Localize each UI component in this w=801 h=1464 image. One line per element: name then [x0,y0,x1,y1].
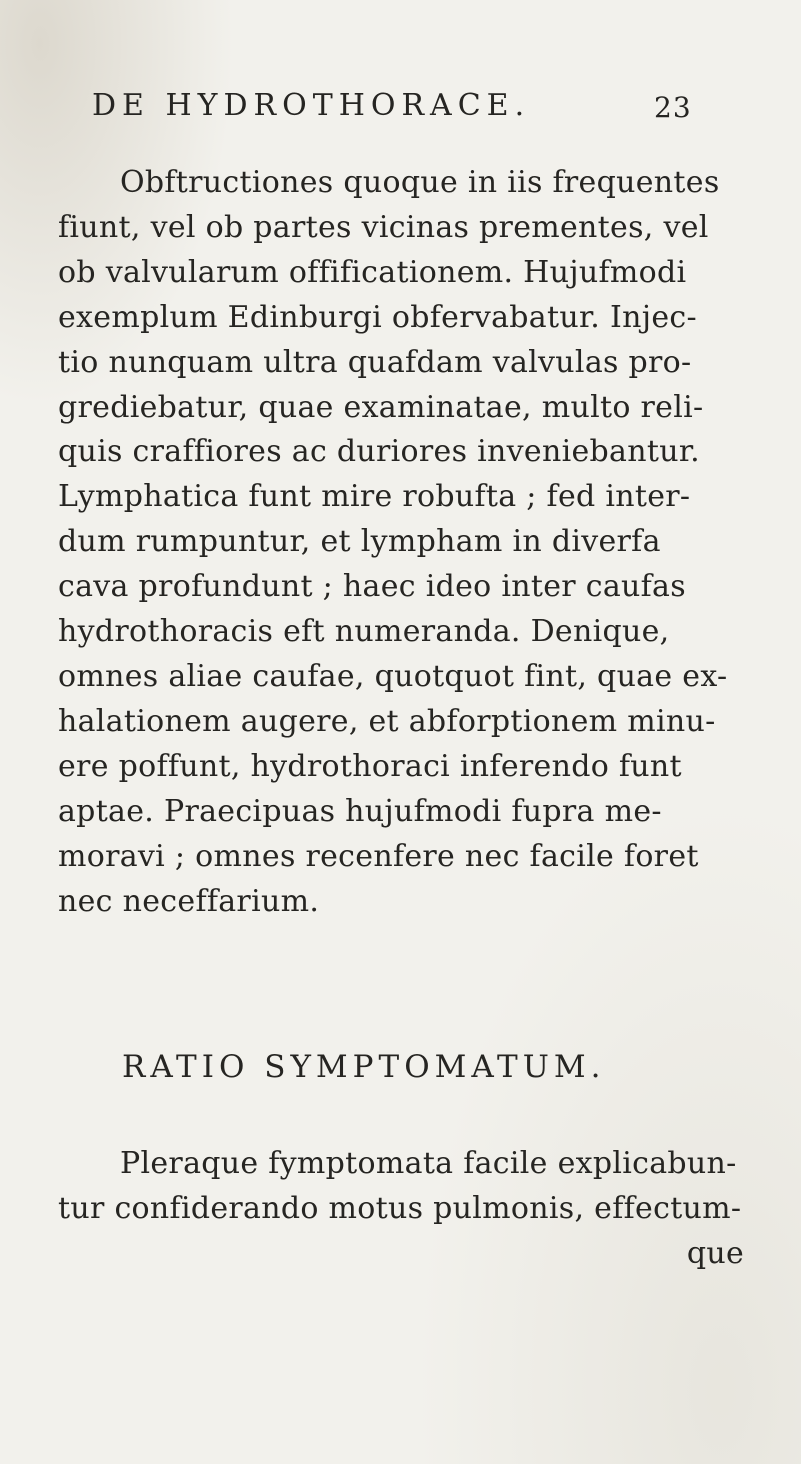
text-line: fiunt, vel ob partes vicinas prementes, vel [58,209,709,245]
catchword: que [686,1235,744,1271]
running-head [92,86,712,126]
text-line: moravi ; omnes recenfere nec facile foret [58,838,699,874]
page-number: 23 [654,91,692,124]
text-line: dum rumpuntur, et lympham in diverfa [58,524,661,560]
text-line: nec neceffarium. [58,883,320,919]
text-line: aptae. Praecipuas hujufmodi fupra me- [58,793,662,829]
section-heading: RATIO SYMPTOMATUM. [122,1049,606,1085]
text-line: tur confiderando motus pulmonis, effectum- [58,1190,742,1226]
text-line: tio nunquam ultra quafdam valvulas pro- [58,344,692,380]
paragraph-symptoms [58,1142,748,1277]
text-line: ere poffunt, hydrothoraci inferendo funt [58,748,682,784]
text-line: exemplum Edinburgi obfervabatur. Injec- [58,299,697,335]
running-title: DE HYDROTHORACE. [92,88,531,123]
paragraph-obstructions [58,161,748,924]
text-line: grediebatur, quae examinatae, multo reli- [58,389,704,425]
text-line: omnes aliae caufae, quotquot fint, quae ex- [58,658,728,694]
text-line: Lymphatica funt mire robufta ; fed inter- [58,479,691,515]
text-line: cava profundunt ; haec ideo inter caufas [58,569,686,605]
text-line: quis craffiores ac duriores inveniebantur. [58,434,700,470]
text-line: Obftructiones quoque in iis frequentes [120,165,720,200]
text-line: Pleraque fymptomata facile explicabun- [120,1146,737,1181]
text-line: ob valvularum offificationem. Hujufmodi [58,254,687,290]
text-line: halationem augere, et abforptionem minu- [58,703,716,739]
text-line: hydrothoracis eft numeranda. Denique, [58,614,670,650]
